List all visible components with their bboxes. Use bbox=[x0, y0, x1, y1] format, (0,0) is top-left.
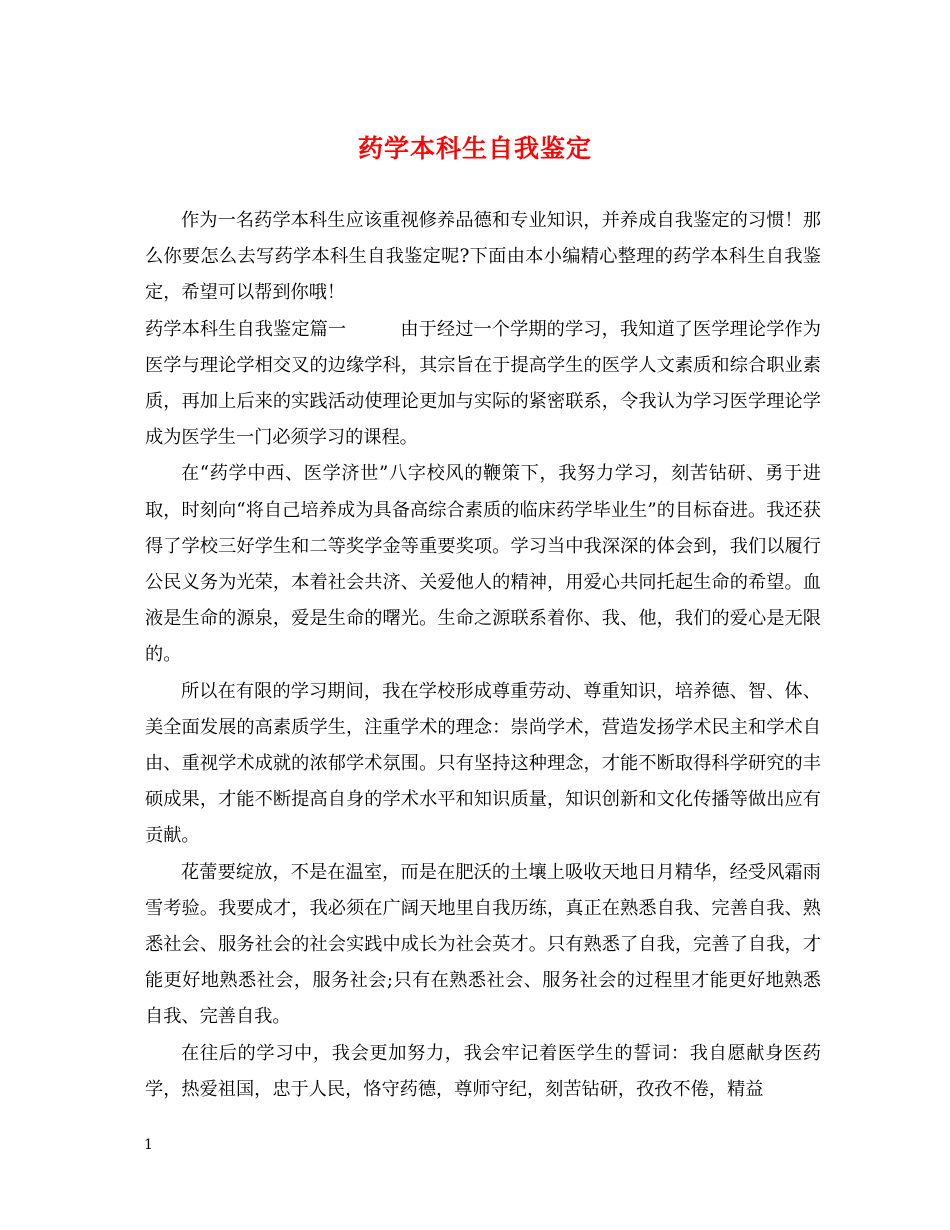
section-heading: 药学本科生自我鉴定篇一 bbox=[145, 318, 347, 340]
body-paragraph: 在往后的学习中，我会更加努力，我会牢记着医学生的誓词：我自愿献身医药学，热爱祖国，忠于人民，恪守药德，尊师守纪，刻苦钻研，孜孜不倦，精益 bbox=[145, 1042, 821, 1100]
document-title: 药学本科生自我鉴定 bbox=[357, 134, 592, 163]
section-first-paragraph-text: 由于经过一个学期的学习，我知道了医学理论学作为医学与理论学相交叉的边缘学科，其宗旨在于提高学生的医学人文素质和综合职业素质，再加上后来的实践活动使理论更加与实际的紧密联系，令我认为学习医学理论学成为医学生一门必须学习的课程。 bbox=[145, 318, 821, 449]
intro-paragraph: 作为一名药学本科生应该重视修养品德和专业知识，并养成自我鉴定的习惯！那么你要怎么去写药学本科生自我鉴定呢?下面由本小编精心整理的药学本科生自我鉴定，希望可以帮到你哦！ bbox=[145, 210, 821, 304]
body-paragraph: 在“药学中西、医学济世”八字校风的鞭策下，我努力学习，刻苦钻研、勇于进取，时刻向“将自己培养成为具备高综合素质的临床药学毕业生”的目标奋进。我还获得了学校三好学生和二等奖学金等重要奖项。学习当中我深深的体会到，我们以履行公民义务为光荣，本着社会共济、关爱他人的精神，用爱心共同托起生命的希望。血液是生命的源泉，爱是生命的曙光。生命之源联系着你、我、他，我们的爱心是无限的。 bbox=[145, 463, 821, 666]
section-first-paragraph bbox=[145, 312, 821, 457]
body-paragraph: 所以在有限的学习期间，我在学校形成尊重劳动、尊重知识，培养德、智、体、美全面发展的高素质学生，注重学术的理念：崇尚学术，营造发扬学术民主和学术自由、重视学术成就的浓郁学术氛围。只有坚持这种理念，才能不断取得科学研究的丰硕成果，才能不断提高自身的学术水平和知识质量，知识创新和文化传播等做出应有贡献。 bbox=[145, 680, 821, 847]
body-paragraph: 花蕾要绽放，不是在温室，而是在肥沃的土壤上吸收天地日月精华，经受风霜雨雪考验。我要成才，我必须在广阔天地里自我历练，真正在熟悉自我、完善自我、熟悉社会、服务社会的社会实践中成长为社会英才。只有熟悉了自我，完善了自我，才能更好地熟悉社会，服务社会;只有在熟悉社会、服务社会的过程里才能更好地熟悉自我、完善自我。 bbox=[145, 861, 821, 1028]
page-number: 1 bbox=[144, 1137, 153, 1153]
document-body bbox=[145, 203, 821, 1108]
